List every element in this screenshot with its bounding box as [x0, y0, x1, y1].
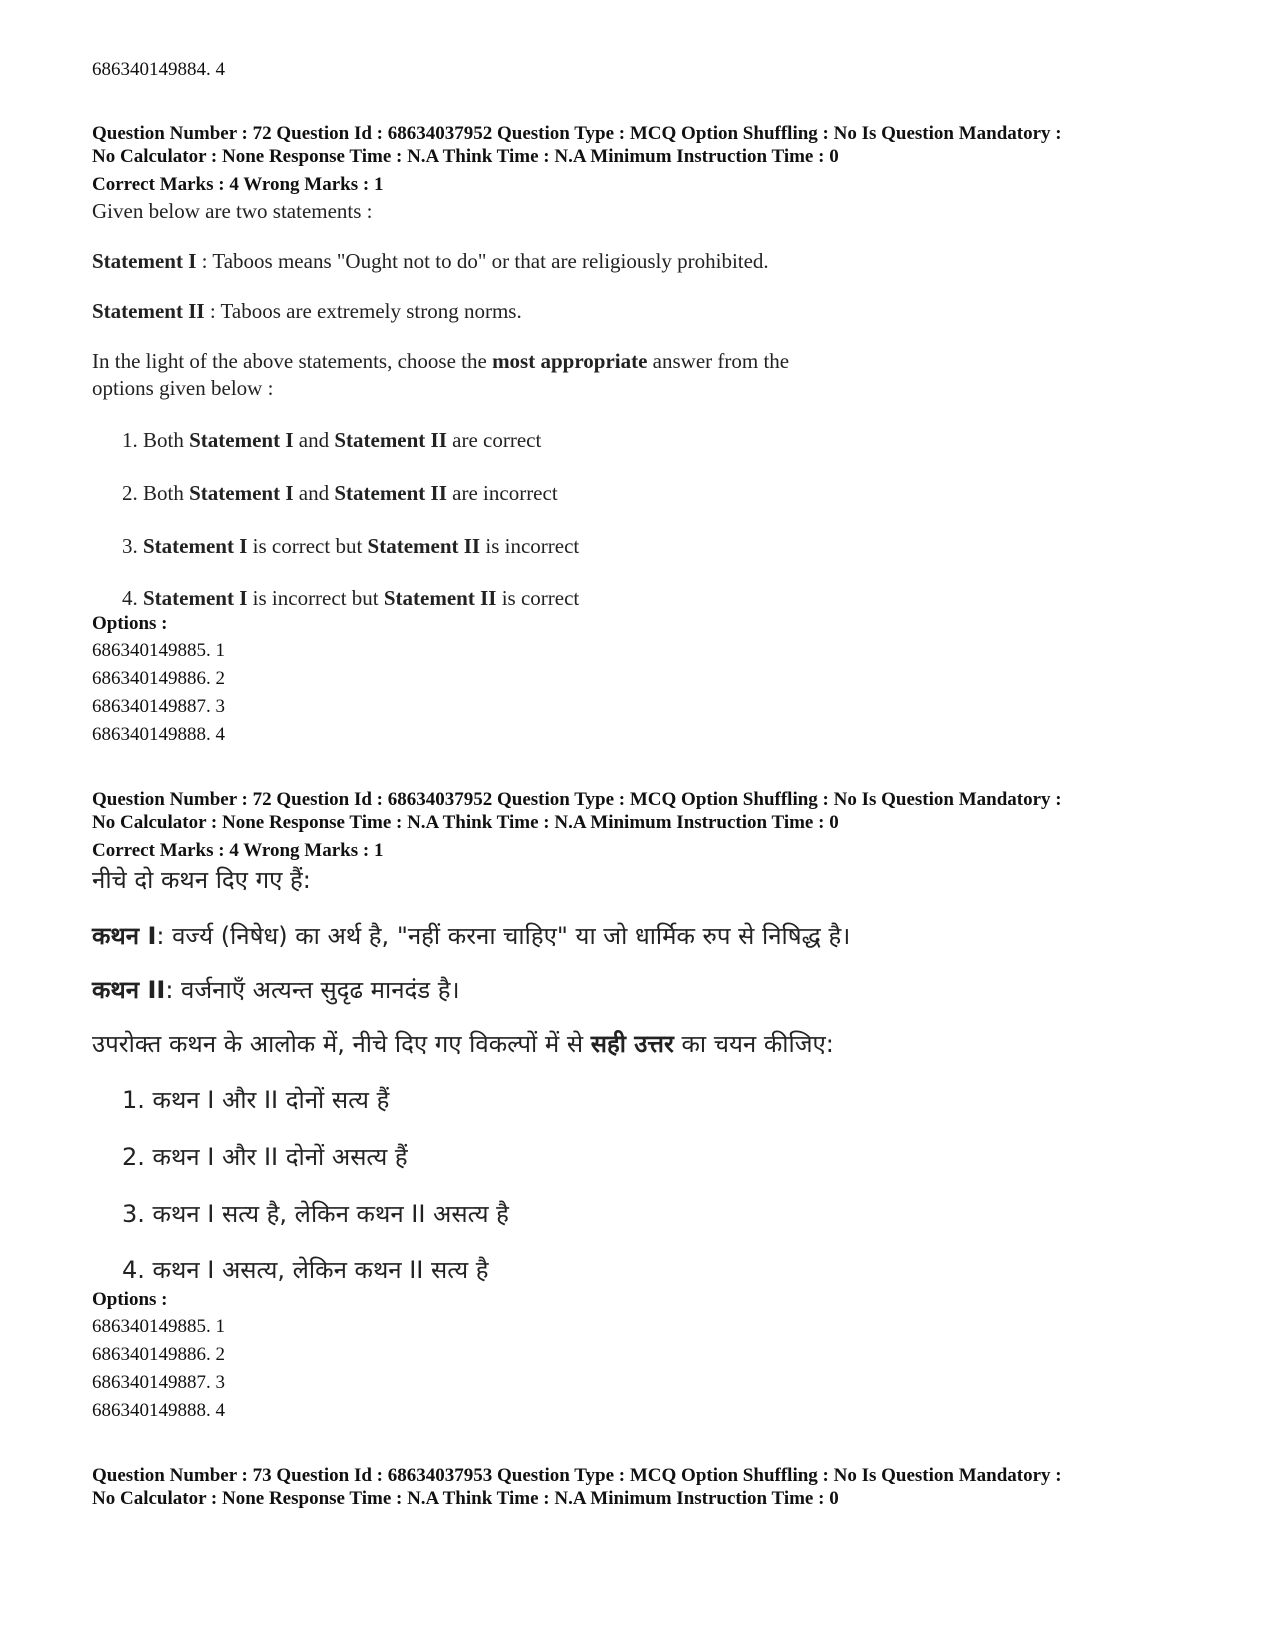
choice-3: 3. कथन I सत्य है, लेकिन कथन II असत्य है — [122, 1200, 509, 1228]
option-line: 686340149885. 1 — [92, 1316, 225, 1337]
question-meta-line2: No Calculator : None Response Time : N.A Think Time : N.A Minimum Instruction Time : 0 — [92, 812, 839, 833]
choice-bold: Statement II — [367, 534, 481, 558]
choice-text: 1. Both — [122, 428, 190, 452]
option-line: 686340149887. 3 — [92, 696, 225, 717]
choice-2: 2. कथन I और II दोनों असत्य हैं — [122, 1143, 408, 1171]
choice-text: and — [293, 481, 335, 505]
question-meta-line2: No Calculator : None Response Time : N.A Think Time : N.A Minimum Instruction Time : 0 — [92, 1488, 839, 1509]
option-line: 686340149886. 2 — [92, 1344, 225, 1365]
instruction-text: answer from the — [647, 349, 790, 373]
instruction-text: का चयन कीजिए: — [673, 1030, 834, 1058]
instruction-line1 — [92, 347, 789, 375]
instruction-text: उपरोक्त कथन के आलोक में, नीचे दिए गए विकल्पों में से — [92, 1030, 591, 1058]
question-meta-line1: Question Number : 72 Question Id : 68634037952 Question Type : MCQ Option Shuffling : No Is Question Mandatory : — [92, 789, 1062, 810]
choice-text: 4. — [122, 586, 143, 610]
choice-text: are incorrect — [446, 481, 558, 505]
choice-text: are correct — [446, 428, 542, 452]
choice-bold: Statement I — [143, 534, 248, 558]
instruction-line2: options given below : — [92, 376, 274, 400]
choice-3 — [122, 532, 579, 560]
question-intro: Given below are two statements : — [92, 199, 373, 223]
instruction-emphasis: सही उत्तर — [590, 1030, 674, 1058]
statement-2-text: : Taboos are extremely strong norms. — [204, 299, 522, 323]
choice-bold: Statement I — [189, 481, 294, 505]
option-line: 686340149885. 1 — [92, 640, 225, 661]
question-meta-line2: No Calculator : None Response Time : N.A Think Time : N.A Minimum Instruction Time : 0 — [92, 146, 839, 167]
options-label: Options : — [92, 1289, 168, 1310]
question-marks: Correct Marks : 4 Wrong Marks : 1 — [92, 840, 384, 861]
option-line: 686340149888. 4 — [92, 1400, 225, 1421]
choice-bold: Statement I — [189, 428, 294, 452]
choice-text: 3. — [122, 534, 143, 558]
choice-1 — [122, 426, 541, 454]
statement-1-text: : वर्ज्य (निषेध) का अर्थ है, "नहीं करना चाहिए" या जो धार्मिक रुप से निषिद्ध है। — [156, 922, 851, 950]
question-intro: नीचे दो कथन दिए गए हैं: — [92, 866, 311, 894]
statement-1-label: Statement I — [92, 249, 197, 273]
choice-bold: Statement II — [334, 428, 447, 452]
choice-text: 2. Both — [122, 481, 190, 505]
option-line: 686340149884. 4 — [92, 59, 225, 80]
option-line: 686340149887. 3 — [92, 1372, 225, 1393]
statement-1-text: : Taboos means "Ought not to do" or that are religiously prohibited. — [196, 249, 769, 273]
question-meta-line1: Question Number : 73 Question Id : 68634037953 Question Type : MCQ Option Shuffling : No Is Question Mandatory : — [92, 1465, 1062, 1486]
statement-1 — [92, 920, 850, 952]
choice-bold: Statement II — [334, 481, 447, 505]
choice-text: is incorrect but — [247, 586, 384, 610]
choice-text: is incorrect — [480, 534, 580, 558]
statement-1 — [92, 247, 769, 275]
choice-bold: Statement I — [143, 586, 248, 610]
question-meta-line1: Question Number : 72 Question Id : 68634037952 Question Type : MCQ Option Shuffling : No Is Question Mandatory : — [92, 123, 1062, 144]
choice-text: is correct — [496, 586, 580, 610]
instruction-text: In the light of the above statements, choose the — [92, 349, 493, 373]
statement-2-label: Statement II — [92, 299, 205, 323]
instruction-line1 — [92, 1028, 834, 1060]
choice-text: and — [293, 428, 335, 452]
option-line: 686340149888. 4 — [92, 724, 225, 745]
choice-4: 4. कथन I असत्य, लेकिन कथन II सत्य है — [122, 1256, 489, 1284]
choice-1: 1. कथन I और II दोनों सत्य हैं — [122, 1086, 390, 1114]
choice-2 — [122, 479, 558, 507]
option-line: 686340149886. 2 — [92, 668, 225, 689]
statement-2 — [92, 974, 460, 1006]
statement-1-label: कथन I — [92, 922, 157, 950]
instruction-emphasis: most appropriate — [492, 349, 648, 373]
statement-2-text: : वर्जनाएँ अत्यन्त सुदृढ मानदंड है। — [165, 976, 460, 1004]
statement-2 — [92, 297, 522, 325]
question-marks: Correct Marks : 4 Wrong Marks : 1 — [92, 174, 384, 195]
choice-bold: Statement II — [383, 586, 497, 610]
choice-4 — [122, 584, 579, 612]
statement-2-label: कथन II — [92, 976, 166, 1004]
choice-text: is correct but — [247, 534, 368, 558]
options-label: Options : — [92, 613, 168, 634]
